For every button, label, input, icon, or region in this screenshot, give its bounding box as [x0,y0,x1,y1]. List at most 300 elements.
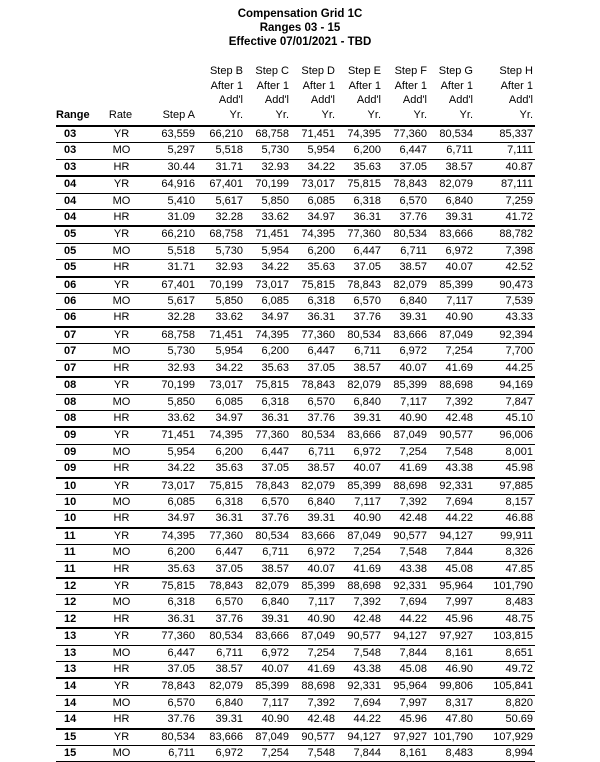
step-value-cell: 6,085 [261,295,289,308]
range-cell: 04 [64,178,77,191]
step-value-cell: 6,318 [167,596,195,609]
step-value-cell: 7,844 [399,646,427,659]
rate-cell: HR [113,211,130,224]
rate-cell: HR [113,311,130,324]
step-value-cell: 6,570 [261,495,289,508]
step-value-cell: 44.22 [399,612,427,625]
column-header-line: Yr. [459,108,473,121]
column-header-line: Step C [255,65,289,77]
step-value-cell: 41.69 [445,361,473,374]
column-header [429,64,475,126]
table-row [56,662,535,679]
step-value-cell: 45.10 [505,411,533,424]
step-value-cell: 92,331 [347,680,381,693]
range-cell: 07 [64,328,77,341]
step-value-cell: 6,711 [446,144,473,157]
step-value-cell: 97,927 [393,730,427,743]
column-header [197,64,245,126]
step-value-cell: 6,711 [308,445,335,458]
step-value-cell: 7,997 [399,696,427,709]
document-title: Compensation Grid 1C [237,8,363,20]
step-value-cell: 37.05 [307,361,335,374]
rate-cell: YR [113,278,130,291]
step-value-cell: 8,326 [505,546,533,559]
table-row [56,611,535,628]
step-value-cell: 77,360 [301,328,335,341]
step-value-cell: 71,451 [255,228,289,241]
column-header-line: Add'l [402,94,427,106]
range-cell: 07 [64,345,77,358]
step-value-cell: 92,331 [439,479,473,492]
table-row [56,561,535,578]
step-value-cell: 6,318 [261,395,289,408]
step-value-cell: 38.57 [215,663,243,675]
step-value-cell: 78,843 [255,479,289,492]
rate-cell: MO [112,696,131,709]
step-value-cell: 74,395 [255,328,289,341]
step-value-cell: 40.90 [399,411,427,424]
step-value-cell: 44.25 [505,361,533,374]
document-subtitle: Ranges 03 - 15 [259,22,341,34]
table-row [56,176,535,193]
range-cell: 06 [64,278,77,291]
table-row [56,628,535,645]
rate-cell: MO [112,546,131,559]
step-value-cell: 42.48 [353,612,381,625]
rate-cell: YR [113,529,130,542]
rate-cell: HR [113,562,130,575]
step-value-cell: 101,790 [433,730,473,743]
step-value-cell: 6,840 [261,596,289,609]
step-value-cell: 33.62 [215,311,243,324]
step-value-cell: 6,972 [445,244,473,257]
step-value-cell: 82,079 [209,680,243,693]
step-value-cell: 34.97 [167,512,195,525]
step-value-cell: 5,730 [261,144,289,157]
table-row [56,461,535,478]
step-value-cell: 34.97 [307,211,335,224]
range-cell: 07 [64,361,77,374]
step-value-cell: 75,815 [255,379,289,392]
table-row [56,243,535,259]
step-value-cell: 90,473 [499,278,533,291]
step-value-cell: 36.31 [167,612,195,625]
step-value-cell: 7,997 [445,596,473,609]
table-row [56,729,535,746]
table-header-row [56,64,535,126]
step-value-cell: 6,972 [399,345,427,358]
step-value-cell: 82,079 [393,278,427,291]
step-value-cell: 75,815 [209,479,243,492]
step-value-cell: 45.96 [399,713,427,726]
step-value-cell: 33.62 [261,211,289,224]
step-value-cell: 35.63 [215,462,243,475]
step-value-cell: 35.63 [353,160,381,173]
step-value-cell: 38.57 [399,261,427,274]
step-value-cell: 6,200 [215,445,243,458]
step-value-cell: 6,318 [353,194,381,207]
rate-cell: HR [113,713,130,726]
step-value-cell: 71,451 [301,128,335,140]
column-header-line: Add'l [356,94,381,106]
step-value-cell: 7,398 [505,244,533,257]
column-header [245,64,291,126]
column-header-line: Yr. [413,108,427,121]
range-cell: 14 [64,696,77,709]
table-row [56,528,535,545]
step-value-cell: 7,259 [505,194,533,207]
step-value-cell: 5,617 [215,194,243,207]
step-value-cell: 39.31 [353,411,381,424]
step-value-cell: 6,711 [262,546,289,559]
step-value-cell: 5,410 [167,194,195,207]
column-header-line: After 1 [500,79,533,92]
step-value-cell: 6,447 [307,345,335,358]
column-header-line: After 1 [348,79,381,92]
range-cell: 10 [64,495,77,508]
range-cell: 03 [64,160,77,173]
column-header-line: Yr. [275,108,289,121]
step-value-cell: 47.85 [505,562,533,575]
rate-cell: YR [113,680,130,693]
step-value-cell: 67,401 [161,278,195,291]
step-value-cell: 75,815 [347,178,381,191]
step-value-cell: 31.71 [167,261,195,274]
column-header [383,64,429,126]
step-value-cell: 39.31 [307,512,335,525]
step-value-cell: 6,972 [215,747,243,760]
step-value-cell: 37.05 [399,160,427,173]
step-value-cell: 6,318 [215,495,243,508]
range-cell: 03 [64,128,77,140]
rate-cell: HR [113,160,130,173]
step-value-cell: 87,111 [500,178,533,191]
step-value-cell: 66,210 [161,228,195,241]
step-value-cell: 38.57 [261,562,289,575]
step-value-cell: 80,534 [439,128,473,140]
step-value-cell: 37.05 [167,663,195,675]
step-value-cell: 6,447 [353,244,381,257]
rate-cell: YR [113,228,130,241]
step-value-cell: 5,518 [167,244,195,257]
column-header-line: Add'l [448,94,473,106]
range-cell: 14 [64,713,77,726]
step-value-cell: 6,200 [353,144,381,157]
step-value-cell: 47.80 [445,713,473,726]
step-value-cell: 37.05 [261,462,289,475]
step-value-cell: 46.90 [445,663,473,675]
rate-cell: HR [113,663,130,675]
column-header-line: Step H [499,65,533,77]
range-cell: 10 [64,512,77,525]
range-cell: 11 [64,546,76,559]
step-value-cell: 7,117 [262,696,289,709]
step-value-cell: 7,700 [505,345,533,358]
step-value-cell: 37.76 [399,211,427,224]
column-header-line: Yr. [519,108,533,121]
step-value-cell: 8,651 [505,646,533,659]
step-value-cell: 6,972 [261,646,289,659]
step-value-cell: 7,254 [307,646,335,659]
step-value-cell: 8,161 [445,646,473,659]
step-value-cell: 63,559 [161,128,195,140]
column-header-line: Step A [162,108,195,121]
range-cell: 12 [64,596,77,609]
step-value-cell: 8,483 [445,747,473,760]
step-value-cell: 5,954 [261,244,289,257]
step-value-cell: 43.33 [505,311,533,324]
step-value-cell: 38.57 [353,361,381,374]
step-value-cell: 37.76 [261,512,289,525]
step-value-cell: 99,806 [439,680,473,693]
range-cell: 08 [64,379,77,392]
range-cell: 09 [64,429,77,442]
step-value-cell: 37.76 [307,411,335,424]
step-value-cell: 40.07 [307,562,335,575]
rate-cell: YR [113,479,130,492]
step-value-cell: 77,360 [393,128,427,140]
step-value-cell: 42.48 [445,411,473,424]
range-cell: 12 [64,612,77,625]
step-value-cell: 48.75 [505,612,533,625]
column-header-line: Step E [347,65,381,77]
step-value-cell: 85,399 [393,379,427,392]
range-cell: 11 [64,562,76,575]
rate-cell: HR [113,462,130,475]
step-value-cell: 42.48 [399,512,427,525]
step-value-cell: 92,394 [499,328,533,341]
step-value-cell: 5,954 [167,445,195,458]
step-value-cell: 6,972 [353,445,381,458]
range-cell: 13 [64,646,77,659]
step-value-cell: 35.63 [307,261,335,274]
step-value-cell: 7,117 [354,495,381,508]
step-value-cell: 7,548 [307,747,335,760]
step-value-cell: 80,534 [393,228,427,241]
step-value-cell: 36.31 [215,512,243,525]
step-value-cell: 6,570 [167,696,195,709]
step-value-cell: 32.93 [215,261,243,274]
column-header-line: Yr. [321,108,335,121]
step-value-cell: 78,843 [301,379,335,392]
rate-cell: YR [113,579,130,592]
step-value-cell: 68,758 [255,128,289,140]
step-value-cell: 8,157 [505,495,533,508]
step-value-cell: 32.28 [167,311,195,324]
step-value-cell: 33.62 [167,411,195,424]
step-value-cell: 5,297 [167,144,195,157]
step-value-cell: 74,395 [209,429,243,442]
step-value-cell: 85,337 [499,128,533,140]
column-header [337,64,383,126]
rate-cell: HR [113,411,130,424]
step-value-cell: 35.63 [167,562,195,575]
rate-cell: YR [113,379,130,392]
step-value-cell: 74,395 [347,128,381,140]
step-value-cell: 6,447 [261,445,289,458]
step-value-cell: 90,577 [347,630,381,643]
column-header-line: Add'l [264,94,289,106]
step-value-cell: 80,534 [255,529,289,542]
rate-cell: HR [113,261,130,274]
table-row [56,410,535,427]
step-value-cell: 82,079 [301,479,335,492]
step-value-cell: 39.31 [399,311,427,324]
step-value-cell: 7,392 [399,495,427,508]
step-value-cell: 90,577 [393,529,427,542]
step-value-cell: 44.22 [445,512,473,525]
step-value-cell: 77,360 [255,429,289,442]
step-value-cell: 7,117 [308,596,335,609]
column-header-line: After 1 [210,79,243,92]
step-value-cell: 7,254 [445,345,473,358]
step-value-cell: 6,840 [307,495,335,508]
step-value-cell: 88,698 [393,479,427,492]
step-value-cell: 85,399 [255,680,289,693]
step-value-cell: 40.07 [445,261,473,274]
table-row [56,377,535,394]
step-value-cell: 68,758 [161,328,195,341]
step-value-cell: 73,017 [301,178,335,191]
step-value-cell: 6,085 [215,395,243,408]
table-row [56,210,535,227]
step-value-cell: 7,254 [353,546,381,559]
column-header-line: Step B [209,65,243,77]
range-cell: 04 [64,194,77,207]
step-value-cell: 85,399 [347,479,381,492]
step-value-cell: 90,577 [301,730,335,743]
range-cell: 05 [64,228,77,241]
step-value-cell: 6,200 [261,345,289,358]
table-row [56,678,535,695]
step-value-cell: 5,730 [167,345,195,358]
step-value-cell: 35.63 [261,361,289,374]
column-header-line: Range [56,108,90,121]
column-header-line: Add'l [508,94,533,106]
step-value-cell: 82,079 [347,379,381,392]
step-value-cell: 8,820 [505,696,533,709]
step-value-cell: 82,079 [439,178,473,191]
step-value-cell: 31.71 [215,160,243,173]
step-value-cell: 8,994 [505,747,533,760]
step-value-cell: 49.72 [505,663,533,675]
step-value-cell: 6,840 [215,696,243,709]
step-value-cell: 41.72 [505,211,533,224]
step-value-cell: 41.69 [307,663,335,675]
range-cell: 15 [64,747,77,760]
range-cell: 05 [64,244,77,257]
step-value-cell: 40.90 [307,612,335,625]
column-header [151,64,197,126]
table-row [56,193,535,209]
rate-cell: MO [112,596,131,609]
step-value-cell: 42.52 [505,261,533,274]
step-value-cell: 7,392 [445,395,473,408]
column-header [291,64,337,126]
table-row [56,294,535,310]
step-value-cell: 107,929 [493,730,533,743]
step-value-cell: 85,399 [301,579,335,592]
step-value-cell: 32.28 [215,211,243,224]
range-cell: 06 [64,295,77,308]
step-value-cell: 83,666 [301,529,335,542]
table-row [56,226,535,243]
rate-cell: MO [112,747,131,760]
step-value-cell: 97,927 [439,630,473,643]
step-value-cell: 8,001 [505,445,533,458]
step-value-cell: 7,254 [261,747,289,760]
rate-cell: MO [112,395,131,408]
step-value-cell: 7,254 [399,445,427,458]
step-value-cell: 85,399 [439,278,473,291]
step-value-cell: 6,447 [167,646,195,659]
step-value-cell: 7,844 [353,747,381,760]
step-value-cell: 40.07 [353,462,381,475]
step-value-cell: 7,539 [505,295,533,308]
step-value-cell: 7,117 [446,295,473,308]
step-value-cell: 87,049 [347,529,381,542]
table-row [56,126,535,143]
step-value-cell: 34.97 [215,411,243,424]
range-cell: 09 [64,462,77,475]
step-value-cell: 8,317 [445,696,473,709]
step-value-cell: 66,210 [209,128,243,140]
step-value-cell: 78,843 [393,178,427,191]
step-value-cell: 6,840 [399,295,427,308]
step-value-cell: 92,331 [393,579,427,592]
column-header-line: Yr. [367,108,381,121]
step-value-cell: 105,841 [493,680,533,693]
step-value-cell: 34.22 [261,261,289,274]
step-value-cell: 67,401 [209,178,243,191]
step-value-cell: 80,534 [301,429,335,442]
step-value-cell: 95,964 [439,579,473,592]
step-value-cell: 43.38 [445,462,473,475]
rate-cell: MO [112,345,131,358]
step-value-cell: 5,850 [167,395,195,408]
step-value-cell: 75,815 [301,278,335,291]
step-value-cell: 6,840 [445,194,473,207]
step-value-cell: 73,017 [161,479,195,492]
step-value-cell: 36.31 [353,211,381,224]
step-value-cell: 6,972 [307,546,335,559]
column-header [92,64,151,126]
step-value-cell: 6,711 [216,646,243,659]
step-value-cell: 77,360 [347,228,381,241]
step-value-cell: 101,790 [493,579,533,592]
table-row [56,578,535,595]
table-row [56,478,535,495]
table-row [56,545,535,561]
table-row [56,143,535,159]
step-value-cell: 6,711 [354,345,381,358]
step-value-cell: 36.31 [261,411,289,424]
step-value-cell: 6,711 [400,244,427,257]
step-value-cell: 87,049 [255,730,289,743]
step-value-cell: 88,782 [499,228,533,241]
step-value-cell: 45.08 [445,562,473,575]
step-value-cell: 77,360 [209,529,243,542]
step-value-cell: 74,395 [301,228,335,241]
step-value-cell: 42.48 [307,713,335,726]
step-value-cell: 7,847 [505,395,533,408]
table-row [56,327,535,344]
table-row [56,277,535,294]
step-value-cell: 7,694 [445,495,473,508]
step-value-cell: 31.09 [167,211,195,224]
table-row [56,394,535,410]
step-value-cell: 90,577 [439,429,473,442]
